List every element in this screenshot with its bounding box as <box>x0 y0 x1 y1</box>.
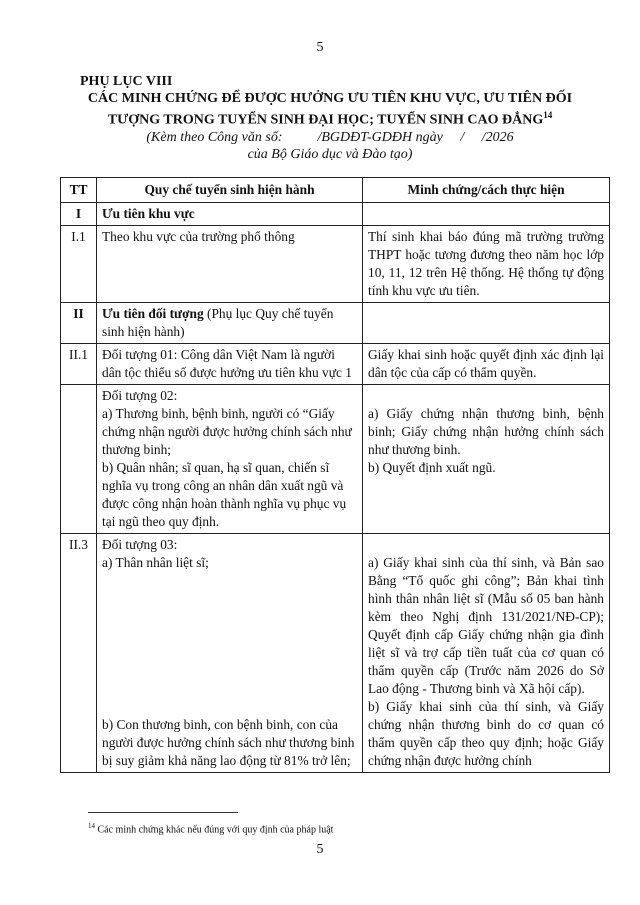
page-number-top: 5 <box>316 40 324 55</box>
section-title: Ưu tiên khu vực <box>97 203 363 226</box>
appendix-title: PHỤ LỤC VIII <box>80 74 173 89</box>
rule-item-b: b) Quân nhân; sĩ quan, hạ sĩ quan, chiến sĩ nghĩa vụ trong công an nhân dân xuất ngũ và được công nhận hoàn thành nghĩa vụ phục vụ tại ngũ theo quy định. <box>102 460 347 529</box>
row-rule <box>97 385 363 534</box>
reference-line-1: (Kèm theo Công văn số: /BGDĐT-GDĐH ngày / /2026 <box>146 129 514 145</box>
section-empty <box>363 203 610 226</box>
section-row-regional <box>61 203 610 226</box>
footnote-divider <box>88 812 238 813</box>
row-rule: Đối tượng 01: Công dân Việt Nam là người dân tộc thiểu số được hưởng ưu tiên khu vực 1 <box>97 344 363 385</box>
table-row <box>61 385 610 534</box>
header-tt: TT <box>61 178 97 203</box>
row-tt: I.1 <box>61 226 97 303</box>
table-header-row <box>61 178 610 203</box>
section-title-suffix: (Phụ lục Quy chế tuyển sinh hiện hành) <box>102 306 334 339</box>
row-evidence <box>363 385 610 534</box>
page-number-bottom: 5 <box>316 842 324 857</box>
evidence-item-a: a) Giấy khai sinh của thí sinh, và Bản sao Bằng “Tổ quốc ghi công”; Bản khai tình hình thân nhân liệt sĩ (Mẫu số 05 ban hành kèm theo Nghị định 131/2021/NĐ-CP); Quyết định cấp Giấy chứng nhận gia đình liệt sĩ và trợ cấp tiền tuất của cơ quan có thẩm quyền cấp (Trước năm 2026 do Sở Lao động - Thương binh và Xã hội cấp). <box>368 555 604 696</box>
evidence-table <box>60 177 610 773</box>
row-tt: II.1 <box>61 344 97 385</box>
document-header <box>80 73 580 163</box>
section-title-cell <box>97 303 363 344</box>
title-line-2-text: TƯỢNG TRONG TUYỂN SINH ĐẠI HỌC; TUYỂN SINH CAO ĐẲNG <box>107 112 544 128</box>
title-line-1: CÁC MINH CHỨNG ĐỂ ĐƯỢC HƯỞNG ƯU TIÊN KHU VỰC, ƯU TIÊN ĐỐI <box>87 91 573 106</box>
row-tt <box>61 385 97 534</box>
evidence-item-a: a) Giấy chứng nhận thương binh, bệnh binh; Giấy chứng nhận hưởng chính sách như thương binh. <box>368 406 604 457</box>
spacer <box>102 572 357 716</box>
rule-item-a: a) Thân nhân liệt sĩ; <box>102 555 209 570</box>
spacer <box>368 536 604 554</box>
spacer <box>368 387 604 405</box>
section-tt: II <box>61 303 97 344</box>
table-row <box>61 226 610 303</box>
table-row <box>61 534 610 773</box>
rule-item-a: a) Thương binh, bệnh binh, người có “Giấy chứng nhận người được hưởng chính sách như thương binh; <box>102 406 352 457</box>
row-evidence: Giấy khai sinh hoặc quyết định xác định lại dân tộc của cấp có thẩm quyền. <box>363 344 610 385</box>
section-empty <box>363 303 610 344</box>
rule-head: Đối tượng 03: <box>102 537 178 552</box>
rule-item-b: b) Con thương binh, con bệnh binh, con của người được hưởng chính sách như thương binh bị suy giảm khả năng lao động từ 81% trở lên; <box>102 717 355 768</box>
row-tt: II.3 <box>61 534 97 773</box>
footnote <box>88 822 333 835</box>
rule-head: Đối tượng 02: <box>102 388 178 403</box>
reference-line-2: của Bộ Giáo dục và Đào tạo) <box>247 146 413 162</box>
row-evidence <box>363 534 610 773</box>
footnote-number: 14 <box>88 822 95 830</box>
evidence-item-b: b) Giấy khai sinh của thí sinh, và Giấy chứng nhận thương binh do cơ quan có thẩm quyền cấp theo quy định; hoặc Giấy chứng nhận được hưởng chính <box>368 699 604 768</box>
section-title: Ưu tiên đối tượng <box>102 306 204 321</box>
section-row-subject <box>61 303 610 344</box>
title-line-2 <box>80 107 580 129</box>
row-evidence: Thí sinh khai báo đúng mã trường trường THPT hoặc tương đương theo năm học lớp 10, 11, 12 trên Hệ thống. Hệ thống tự động tính khu vực ưu tiên. <box>363 226 610 303</box>
header-evidence: Minh chứng/cách thực hiện <box>363 178 610 203</box>
row-rule <box>97 534 363 773</box>
footnote-text: Các minh chứng khác nếu đúng với quy định của pháp luật <box>95 824 334 836</box>
evidence-item-b: b) Quyết định xuất ngũ. <box>368 460 496 475</box>
section-tt: I <box>61 203 97 226</box>
header-rule: Quy chế tuyển sinh hiện hành <box>97 178 363 203</box>
row-rule: Theo khu vực của trường phổ thông <box>97 226 363 303</box>
table-row <box>61 344 610 385</box>
footnote-marker[interactable]: 14 <box>543 110 553 120</box>
